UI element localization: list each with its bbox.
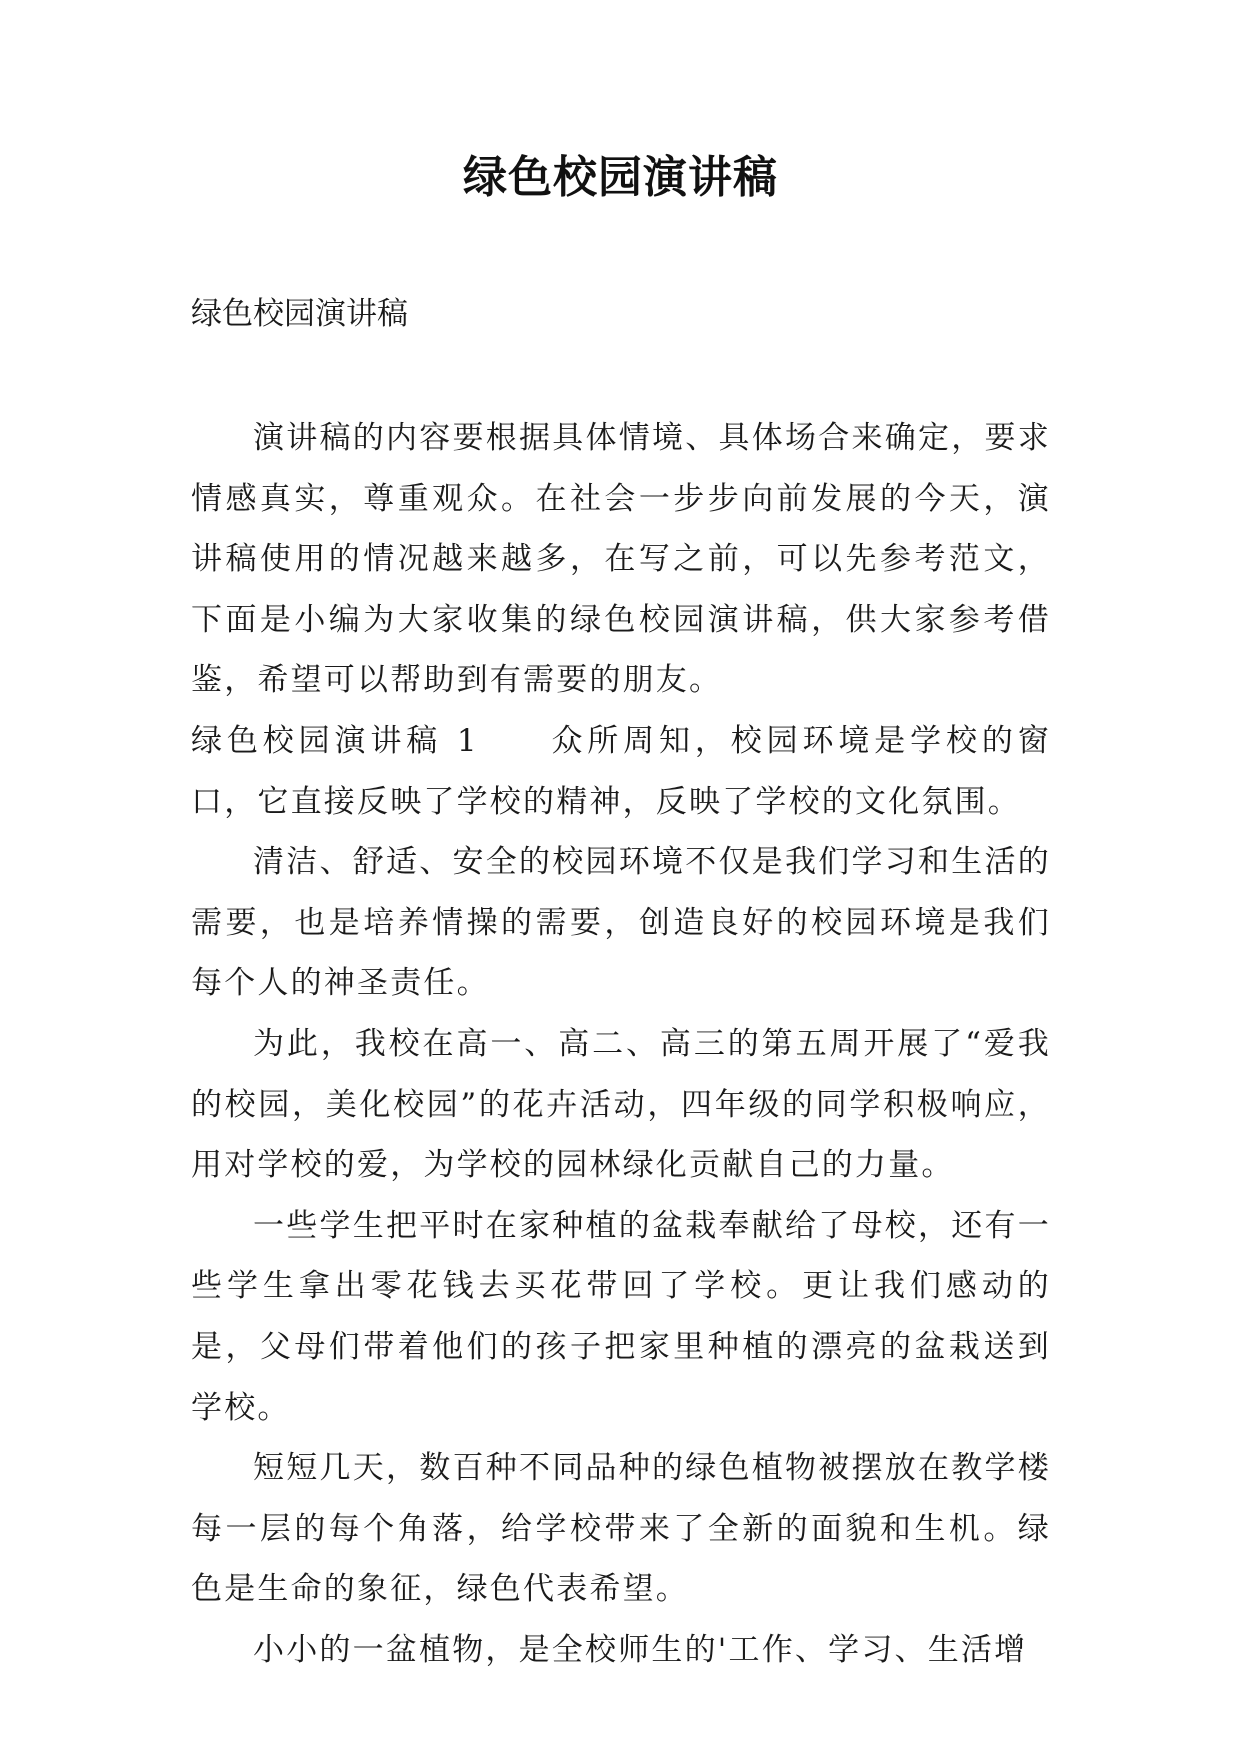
document-title: 绿色校园演讲稿: [463, 152, 778, 203]
body-paragraph: 为此，我校在高一、高二、高三的第五周开展了“爱我的校园，美化校园”的花卉活动，四年级的同学积极响应，用对学校的爱，为学校的园林绿化贡献自己的力量。: [191, 1025, 1051, 1184]
body-paragraph: 清洁、舒适、安全的校园环境不仅是我们学习和生活的需要，也是培养情操的需要，创造良好的校园环境是我们每个人的神圣责任。: [191, 844, 1051, 1002]
section-1-paragraph: [191, 711, 1051, 832]
document-subtitle: 绿色校园演讲稿: [191, 296, 408, 332]
section-heading: 绿色校园演讲稿 1: [191, 722, 479, 759]
document-body: [191, 408, 1051, 1680]
body-paragraph: 短短几天，数百种不同品种的绿色植物被摆放在教学楼每一层的每个角落，给学校带来了全新的面貌和生机。绿色是生命的象征，绿色代表希望。: [191, 1450, 1051, 1608]
section-first-text: 众所周知，校园环境是学校的窗口，它直接反映了学校的精神，反映了学校的文化氛围。: [191, 722, 1051, 820]
body-paragraph: 小小的一盆植物，是全校师生的'工作、学习、生活增: [253, 1631, 1028, 1668]
body-paragraph: 一些学生把平时在家种植的盆栽奉献给了母校，还有一些学生拿出零花钱去买花带回了学校。更让我们感动的是，父母们带着他们的孩子把家里种植的漂亮的盆栽送到学校。: [191, 1207, 1051, 1426]
intro-paragraph: 演讲稿的内容要根据具体情境、具体场合来确定，要求情感真实，尊重观众。在社会一步步向前发展的今天，演讲稿使用的情况越来越多，在写之前，可以先参考范文，下面是小编为大家收集的绿色校园演讲稿，供大家参考借鉴，希望可以帮助到有需要的朋友。: [191, 420, 1051, 699]
